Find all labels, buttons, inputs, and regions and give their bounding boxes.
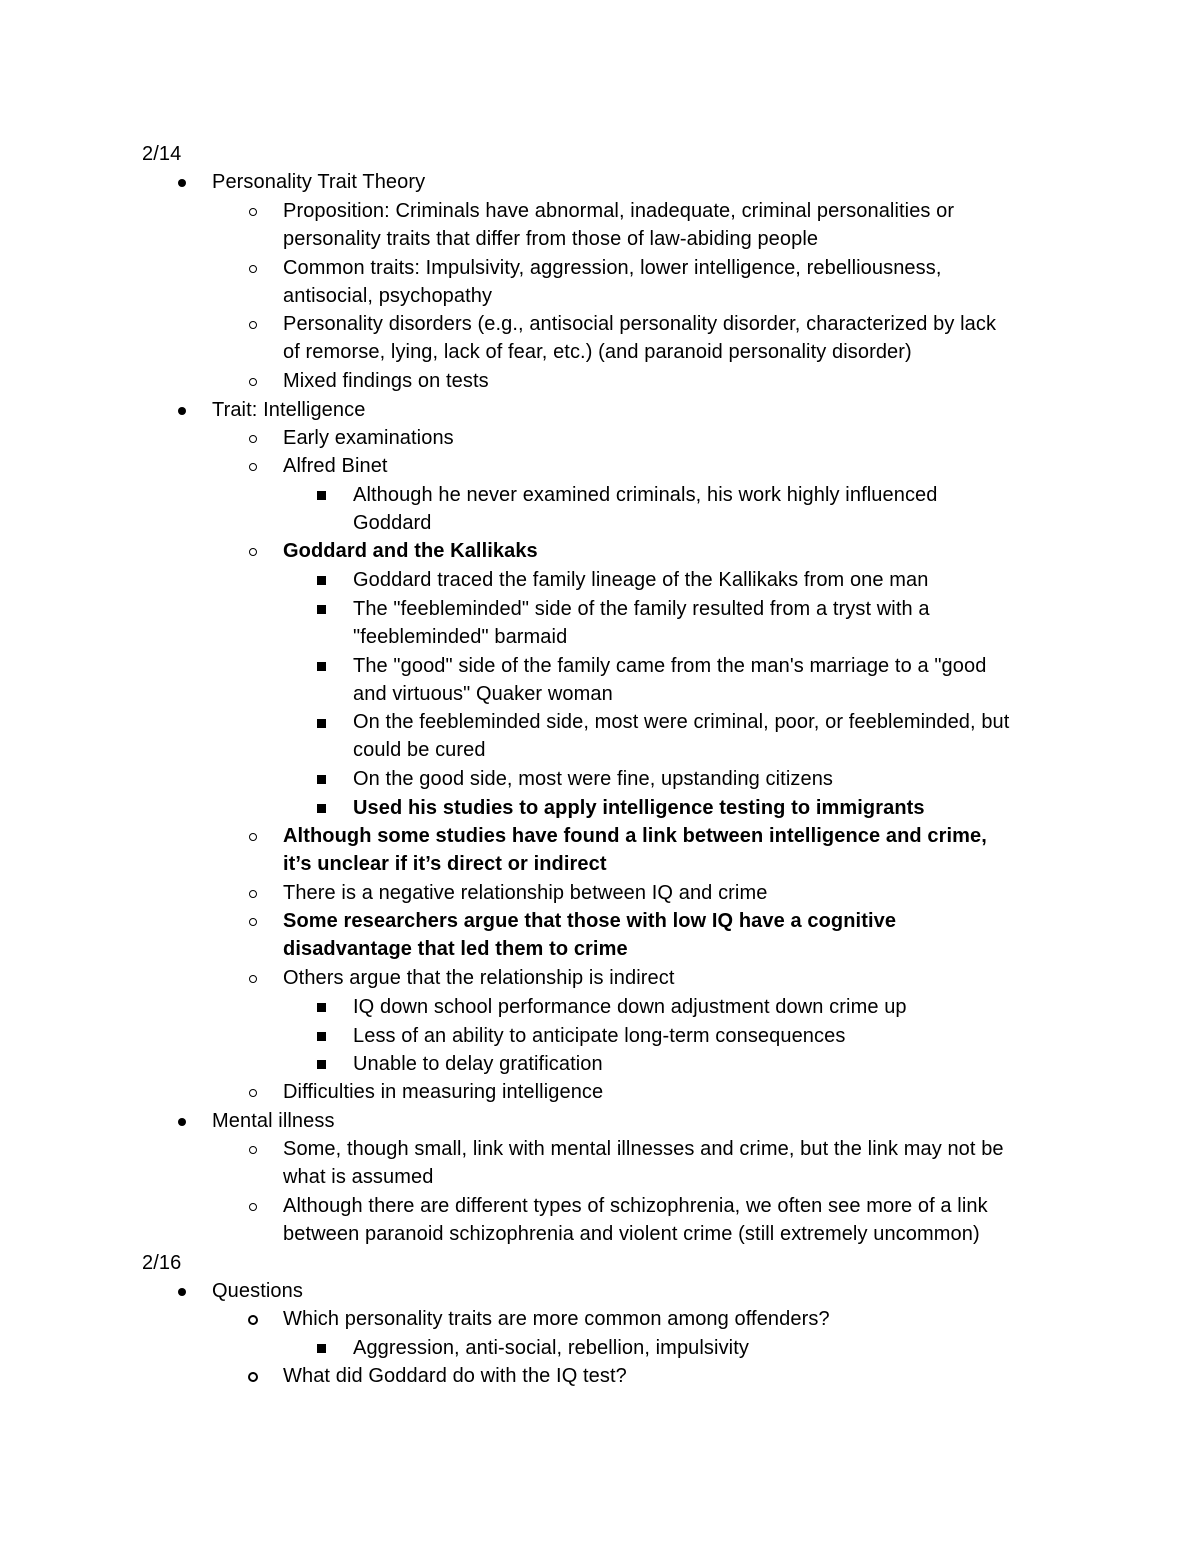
hollow-circle-bullet-icon bbox=[249, 1203, 257, 1211]
hollow-circle-bullet-icon bbox=[249, 975, 257, 983]
subpoint-text: Aggression, anti-social, rebellion, impulsivity bbox=[353, 1337, 749, 1359]
hollow-circle-bullet-icon bbox=[249, 918, 257, 926]
subpoint-text: and virtuous" Quaker woman bbox=[353, 683, 613, 705]
point-text: disadvantage that led them to crime bbox=[283, 938, 628, 960]
hollow-circle-bullet-icon bbox=[249, 208, 257, 216]
hollow-circle-bullet-icon bbox=[249, 265, 257, 273]
square-bullet-icon bbox=[317, 662, 326, 671]
hollow-circle-bullet-icon bbox=[249, 1089, 257, 1097]
point-text: of remorse, lying, lack of fear, etc.) (and paranoid personality disorder) bbox=[283, 341, 912, 363]
point-text: Proposition: Criminals have abnormal, inadequate, criminal personalities or bbox=[283, 200, 955, 222]
square-bullet-icon bbox=[317, 576, 326, 585]
hollow-circle-bullet-icon bbox=[249, 833, 257, 841]
filled-circle-bullet-icon bbox=[178, 407, 186, 415]
filled-circle-bullet-icon bbox=[178, 1288, 186, 1296]
subpoint-text: Although he never examined criminals, his work highly influenced bbox=[353, 484, 938, 506]
subpoint-text: Less of an ability to anticipate long-term consequences bbox=[353, 1025, 846, 1047]
point-text: Common traits: Impulsivity, aggression, lower intelligence, rebelliousness, bbox=[283, 257, 942, 279]
point-text: personality traits that differ from those of law-abiding people bbox=[283, 228, 819, 250]
point-text: Some researchers argue that those with low IQ have a cognitive bbox=[283, 910, 897, 932]
hollow-circle-bullet-icon bbox=[249, 890, 257, 898]
subpoint-text: Goddard traced the family lineage of the Kallikaks from one man bbox=[353, 569, 929, 591]
point-text: Alfred Binet bbox=[283, 455, 388, 477]
point-text: Mixed findings on tests bbox=[283, 370, 489, 392]
point-text: Although some studies have found a link between intelligence and crime, bbox=[283, 825, 987, 847]
square-bullet-icon bbox=[317, 1344, 326, 1353]
point-text: what is assumed bbox=[283, 1166, 434, 1188]
topic-title: Questions bbox=[212, 1280, 303, 1302]
point-text: between paranoid schizophrenia and violent crime (still extremely uncommon) bbox=[283, 1223, 980, 1245]
point-text: antisocial, psychopathy bbox=[283, 285, 493, 307]
date-heading: 2/16 bbox=[142, 1252, 182, 1274]
square-bullet-icon bbox=[317, 804, 326, 813]
square-bullet-icon bbox=[317, 775, 326, 784]
point-text: Early examinations bbox=[283, 427, 454, 449]
subpoint-text: On the good side, most were fine, upstanding citizens bbox=[353, 768, 834, 790]
square-bullet-icon bbox=[317, 1003, 326, 1012]
square-bullet-icon bbox=[317, 605, 326, 614]
point-text: Others argue that the relationship is indirect bbox=[283, 967, 675, 989]
subpoint-text: Unable to delay gratification bbox=[353, 1053, 603, 1075]
point-text: Some, though small, link with mental illnesses and crime, but the link may not be bbox=[283, 1138, 1004, 1160]
point-text: Personality disorders (e.g., antisocial personality disorder, characterized by lack bbox=[283, 313, 997, 335]
subpoint-text: "feebleminded" barmaid bbox=[353, 626, 568, 648]
topic-title: Mental illness bbox=[212, 1110, 335, 1132]
date-heading: 2/14 bbox=[142, 143, 182, 165]
subpoint-text: could be cured bbox=[353, 739, 486, 761]
subpoint-text: The "feebleminded" side of the family resulted from a tryst with a bbox=[353, 598, 930, 620]
hollow-circle-bullet-icon bbox=[249, 548, 257, 556]
filled-circle-bullet-icon bbox=[178, 1118, 186, 1126]
hollow-circle-bullet-icon bbox=[249, 463, 257, 471]
topic-title: Personality Trait Theory bbox=[212, 171, 426, 193]
square-bullet-icon bbox=[317, 1060, 326, 1069]
square-bullet-icon bbox=[317, 719, 326, 728]
hollow-circle-bullet-icon bbox=[249, 1146, 257, 1154]
hollow-circle-bullet-icon bbox=[249, 378, 257, 386]
subpoint-text: The "good" side of the family came from the man's marriage to a "good bbox=[353, 655, 987, 677]
subpoint-text: Goddard bbox=[353, 512, 432, 534]
point-text: There is a negative relationship between IQ and crime bbox=[283, 882, 768, 904]
point-text: Goddard and the Kallikaks bbox=[283, 540, 538, 562]
point-text: Although there are different types of schizophrenia, we often see more of a link bbox=[283, 1195, 988, 1217]
point-text: it’s unclear if it’s direct or indirect bbox=[283, 853, 607, 875]
subpoint-text: On the feebleminded side, most were criminal, poor, or feebleminded, but bbox=[353, 711, 1010, 733]
filled-circle-bullet-icon bbox=[178, 179, 186, 187]
point-text: Difficulties in measuring intelligence bbox=[283, 1081, 604, 1103]
subpoint-text: IQ down school performance down adjustment down crime up bbox=[353, 996, 907, 1018]
hollow-circle-bullet-icon bbox=[249, 321, 257, 329]
hollow-circle-bullet-icon bbox=[248, 1372, 258, 1382]
hollow-circle-bullet-icon bbox=[249, 435, 257, 443]
square-bullet-icon bbox=[317, 491, 326, 500]
point-text: What did Goddard do with the IQ test? bbox=[283, 1365, 627, 1387]
topic-title: Trait: Intelligence bbox=[212, 399, 366, 421]
hollow-circle-bullet-icon bbox=[248, 1315, 258, 1325]
point-text: Which personality traits are more common among offenders? bbox=[283, 1308, 830, 1330]
subpoint-text: Used his studies to apply intelligence testing to immigrants bbox=[353, 797, 925, 819]
square-bullet-icon bbox=[317, 1032, 326, 1041]
